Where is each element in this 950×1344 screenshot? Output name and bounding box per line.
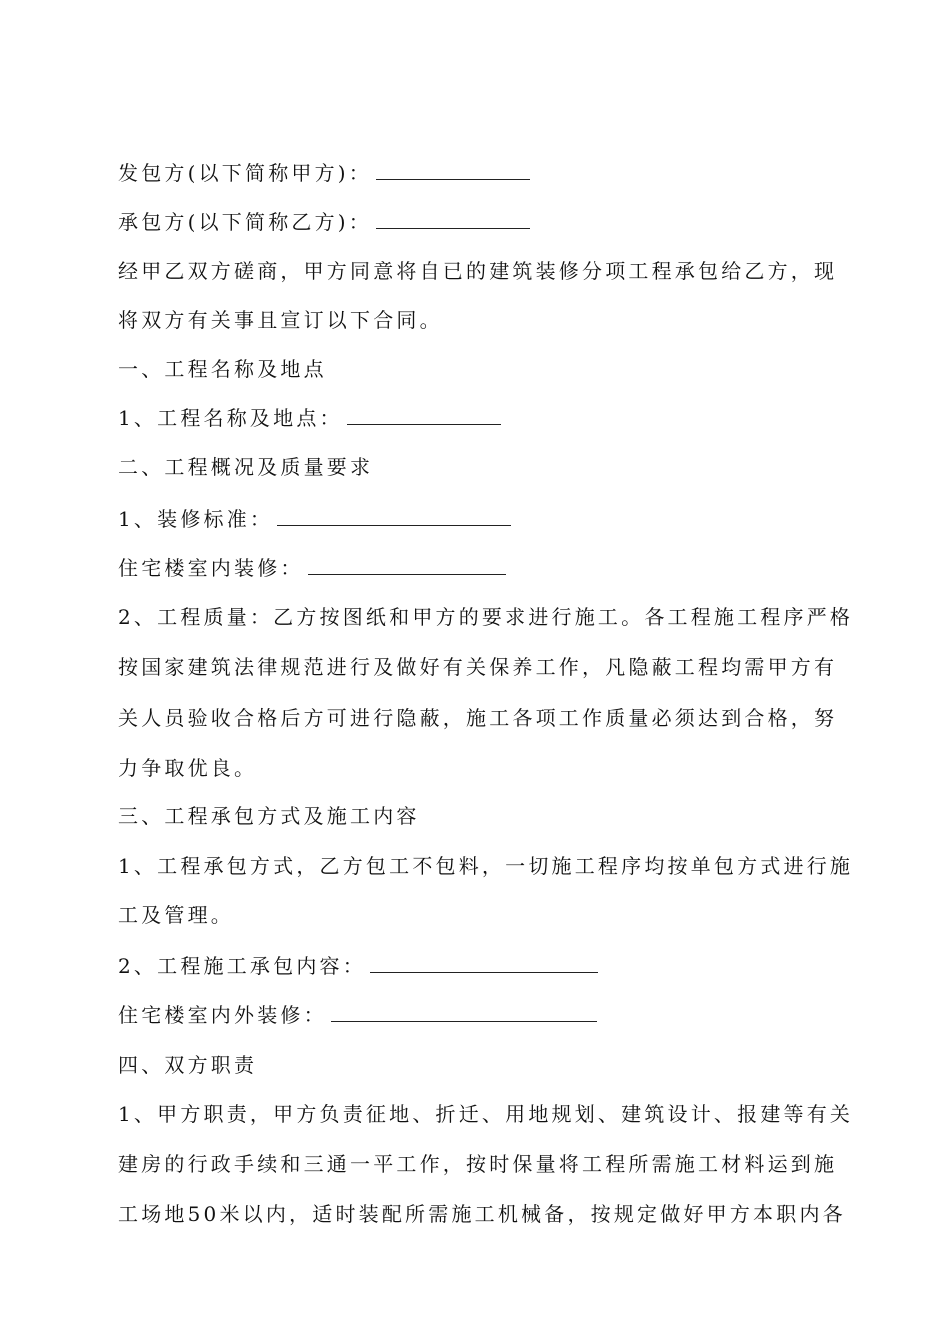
quality-text-1: 2、工程质量：乙方按图纸和甲方的要求进行施工。各工程施工程序严格 bbox=[118, 605, 854, 629]
decoration-standard-label: 1、装修标准： bbox=[118, 507, 274, 531]
interior-decoration-line bbox=[118, 555, 838, 581]
party-a-label: 发包方(以下简称甲方)： bbox=[118, 161, 373, 185]
section-4-heading bbox=[118, 1052, 838, 1078]
section-4-title: 四、双方职责 bbox=[118, 1053, 258, 1077]
quality-line-3 bbox=[118, 705, 838, 731]
section-1-title: 一、工程名称及地点 bbox=[118, 357, 327, 381]
party-a-duty-text-1: 1、甲方职责，甲方负责征地、折迁、用地规划、建筑设计、报建等有关 bbox=[118, 1102, 854, 1126]
party-a-duty-line-1 bbox=[118, 1101, 854, 1127]
decoration-standard-blank bbox=[277, 507, 511, 526]
section-3-title: 三、工程承包方式及施工内容 bbox=[118, 804, 420, 828]
interior-decoration-label: 住宅楼室内装修： bbox=[118, 556, 304, 580]
section-2-title: 二、工程概况及质量要求 bbox=[118, 455, 374, 479]
interior-exterior-line bbox=[118, 1002, 838, 1028]
contract-mode-text-2: 工及管理。 bbox=[118, 903, 234, 927]
party-b-line bbox=[118, 209, 838, 235]
contract-mode-line-2 bbox=[118, 902, 838, 928]
interior-decoration-blank bbox=[308, 556, 506, 575]
project-name-line bbox=[118, 405, 838, 431]
party-a-duty-line-2 bbox=[118, 1151, 838, 1177]
interior-exterior-label: 住宅楼室内外装修： bbox=[118, 1003, 327, 1027]
party-b-label: 承包方(以下简称乙方)： bbox=[118, 210, 373, 234]
party-a-duty-text-3: 工场地50米以内，适时装配所需施工机械备，按规定做好甲方本职内各 bbox=[118, 1202, 846, 1226]
party-a-duty-text-2: 建房的行政手续和三通一平工作，按时保量将工程所需施工材料运到施 bbox=[118, 1152, 838, 1176]
contract-content-label: 2、工程施工承包内容： bbox=[118, 954, 366, 978]
party-a-blank bbox=[376, 161, 530, 180]
preamble-text-1: 经甲乙双方磋商，甲方同意将自已的建筑装修分项工程承包给乙方，现 bbox=[118, 259, 838, 283]
contract-mode-text-1: 1、工程承包方式，乙方包工不包料，一切施工程序均按单包方式进行施 bbox=[118, 854, 854, 878]
preamble-line-2 bbox=[118, 307, 838, 333]
quality-text-3: 关人员验收合格后方可进行隐蔽，施工各项工作质量必须达到合格，努 bbox=[118, 706, 838, 730]
quality-text-2: 按国家建筑法律规范进行及做好有关保养工作，凡隐蔽工程均需甲方有 bbox=[118, 655, 838, 679]
quality-line-4 bbox=[118, 755, 838, 781]
party-a-duty-line-3 bbox=[118, 1201, 846, 1227]
quality-line-1 bbox=[118, 604, 854, 630]
preamble-line-1 bbox=[118, 258, 838, 284]
party-b-blank bbox=[376, 210, 530, 229]
party-a-line bbox=[118, 160, 838, 186]
quality-line-2 bbox=[118, 654, 838, 680]
quality-text-4: 力争取优良。 bbox=[118, 756, 258, 780]
contract-mode-line-1 bbox=[118, 853, 854, 879]
preamble-text-2: 将双方有关事且宣订以下合同。 bbox=[118, 308, 443, 332]
contract-content-line bbox=[118, 953, 838, 979]
decoration-standard-line bbox=[118, 506, 838, 532]
project-name-blank bbox=[347, 406, 501, 425]
section-3-heading bbox=[118, 803, 838, 829]
project-name-label: 1、工程名称及地点： bbox=[118, 406, 343, 430]
section-2-heading bbox=[118, 454, 838, 480]
contract-content-blank bbox=[370, 954, 598, 973]
section-1-heading bbox=[118, 356, 838, 382]
interior-exterior-blank bbox=[331, 1003, 597, 1022]
